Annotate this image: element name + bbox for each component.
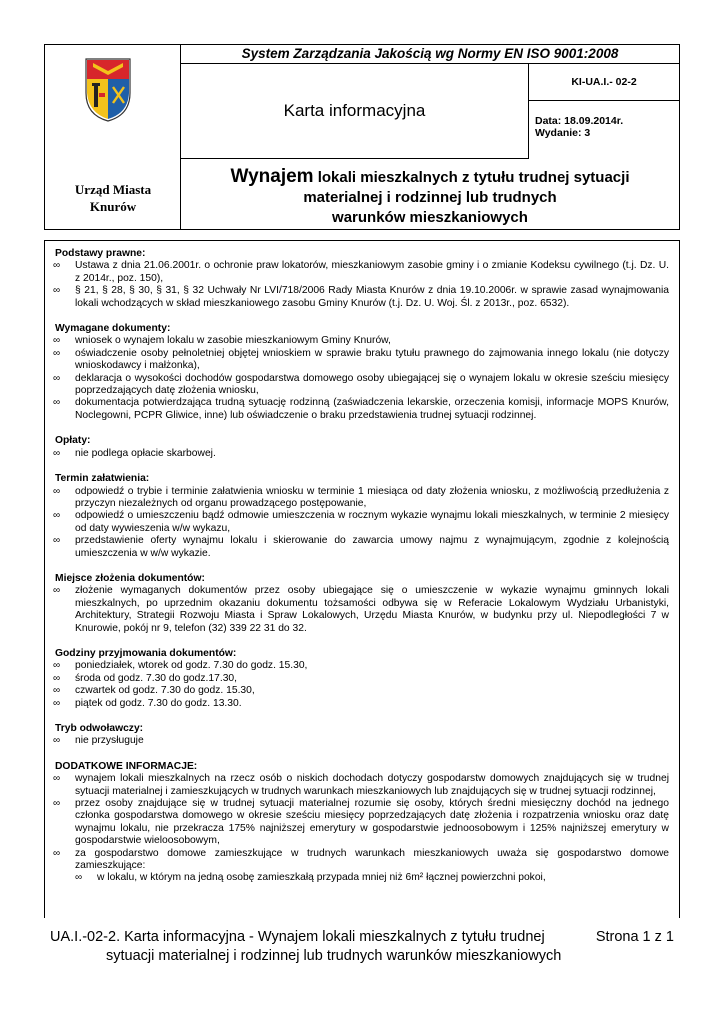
title-line1-rest: lokali mieszkalnych z tytułu trudnej sytuacji bbox=[313, 169, 630, 186]
list-item bbox=[55, 585, 669, 635]
list-item-text: Ustawa z dnia 21.06.2001r. o ochronie praw lokatorów, mieszkaniowym zasobie gminy i o zmianie Kodeksu cywilnego (t.j. Dz. U. z 2014r., poz. 150), bbox=[75, 260, 669, 284]
list-item-text: oświadczenie osoby pełnoletniej objętej wnioskiem w sprawie braku tytułu prawnego do zajmowania innego lokalu (nie dotyczy wnioskodawcy i małżonka), bbox=[75, 347, 669, 372]
bullet-icon: ∞ bbox=[53, 485, 61, 497]
section-heading: DODATKOWE INFORMACJE: bbox=[55, 760, 198, 772]
list-item-text: odpowiedź o trybie i terminie załatwienia wniosku w terminie 1 miesiąca od daty złożenia wniosku, z możliwością przedłużenia z przyczyn niezależnych od organu prowadzącego postępowanie, bbox=[75, 485, 669, 509]
list-item bbox=[55, 486, 669, 511]
bullet-icon: ∞ bbox=[53, 397, 61, 409]
section-heading: Tryb odwoławczy: bbox=[55, 723, 144, 734]
bullet-icon: ∞ bbox=[53, 335, 61, 347]
sub-list-item bbox=[55, 872, 669, 884]
footer-line1: UA.I.-02-2. Karta informacyjna - Wynajem lokali mieszkalnych z tytułu trudnej bbox=[50, 929, 545, 945]
bullet-icon: ∞ bbox=[53, 535, 61, 547]
list-item bbox=[55, 535, 669, 560]
list-item-text: wynajem lokali mieszkalnych na rzecz osób o niskich dochodach dotyczy gospodarstw domowych znajdujących się w trudnej sytuacji materialnej i zamieszkujących w trudnych warunkach mieszkaniowych lub znajdujących się w trudnej sytuacji rodzinnej, bbox=[75, 773, 669, 797]
list-item bbox=[55, 673, 669, 685]
list-item-text: piątek od godz. 7.30 do godz. 13.30. bbox=[75, 697, 242, 709]
list-item bbox=[55, 685, 669, 697]
document-title bbox=[181, 159, 679, 229]
bullet-icon: ∞ bbox=[53, 510, 61, 522]
section-appeal bbox=[55, 723, 669, 748]
section-office-hours bbox=[55, 648, 669, 710]
bullet-icon: ∞ bbox=[53, 798, 61, 810]
card-type-label: Karta informacyjna bbox=[283, 101, 426, 120]
bullet-icon: ∞ bbox=[53, 660, 61, 672]
list-item-text: przez osoby znajdujące się w trudnej sytuacji materialnej rozumie się osoby, których średni miesięczny dochód na jednego członka gospodarstwa domowego w okresie sześciu miesięcy poprzedzających datę złożenia i rozpatrzenia wniosku oraz datę wynajmu lokalu, nie przekracza 175% najniższej emerytury w gospodarstwie jednoosobowym i 125% najniższej emerytury w gospodarstwie wieloosobowym, bbox=[75, 798, 669, 847]
section-heading: Opłaty: bbox=[55, 435, 91, 447]
document-body bbox=[44, 240, 680, 918]
document-edition: Wydanie: 3 bbox=[535, 127, 591, 139]
bullet-icon: ∞ bbox=[53, 347, 61, 359]
bullet-icon: ∞ bbox=[53, 372, 61, 384]
section-additional-info bbox=[55, 761, 669, 885]
section-required-documents bbox=[55, 323, 669, 422]
bullet-icon: ∞ bbox=[53, 260, 61, 272]
list-item-text: poniedziałek, wtorek od godz. 7.30 do godz. 15.30, bbox=[75, 660, 308, 672]
bullet-list bbox=[55, 660, 669, 710]
document-code: KI-UA.I.- 02-2 bbox=[529, 64, 679, 101]
section-legal-basis bbox=[55, 248, 669, 310]
bullet-icon: ∞ bbox=[53, 285, 61, 297]
section-heading: Miejsce złożenia dokumentów: bbox=[55, 572, 205, 584]
bullet-icon: ∞ bbox=[53, 447, 61, 459]
title-line1 bbox=[181, 167, 679, 188]
list-item-text: deklaracja o wysokości dochodów gospodarstwa domowego osoby ubiegającej się o wynajem lokalu w okresie sześciu miesięcy poprzedzających datę złożenia wniosku, bbox=[75, 372, 669, 397]
title-line3: warunków mieszkaniowych bbox=[332, 209, 528, 226]
quality-system-label: System Zarządzania Jakością wg Normy EN ISO 9001:2008 bbox=[181, 45, 679, 64]
section-processing-time bbox=[55, 473, 669, 560]
list-item bbox=[55, 735, 669, 747]
bullet-icon: ∞ bbox=[53, 697, 61, 709]
list-item-text: wniosek o wynajem lokalu w zasobie mieszkaniowym Gminy Knurów, bbox=[75, 335, 391, 347]
bullet-icon: ∞ bbox=[53, 585, 61, 597]
list-item-text: środa od godz. 7.30 do godz.17.30, bbox=[75, 672, 238, 684]
list-item bbox=[55, 373, 669, 398]
list-item bbox=[55, 448, 669, 460]
document-date-block bbox=[535, 115, 623, 139]
list-item-text: czwartek od godz. 7.30 do godz. 15.30, bbox=[75, 685, 255, 697]
list-item-text: nie przysługuje bbox=[75, 735, 144, 747]
list-item-text: za gospodarstwo domowe zamieszkujące w trudnych warunkach mieszkaniowych uważa się gospodarstwo domowe zamieszkujące: bbox=[75, 847, 669, 872]
org-name bbox=[45, 181, 181, 215]
org-cell bbox=[45, 45, 181, 229]
list-item-text: odpowiedź o umieszczeniu bądź odmowie umieszczenia w rocznym wykazie wynajmu lokali mieszkalnych, w terminie 2 miesięcy od daty wywieszenia w/w wykazu, bbox=[75, 510, 669, 534]
org-line1: Urząd Miasta bbox=[74, 182, 152, 197]
title-line2: materialnej i rodzinnej lub trudnych bbox=[303, 189, 557, 206]
list-item bbox=[55, 698, 669, 710]
section-heading: Godziny przyjmowania dokumentów: bbox=[55, 647, 237, 659]
list-item bbox=[55, 348, 669, 373]
bullet-list bbox=[55, 448, 669, 460]
list-item bbox=[55, 397, 669, 422]
section-submission-place bbox=[55, 573, 669, 635]
section-heading: Podstawy prawne: bbox=[55, 248, 146, 259]
org-line2: Knurów bbox=[89, 199, 137, 214]
list-item-text: nie podlega opłacie skarbowej. bbox=[75, 447, 216, 459]
document-date: Data: 18.09.2014r. bbox=[535, 115, 624, 127]
section-heading: Wymagane dokumenty: bbox=[55, 323, 171, 335]
section-heading: Termin załatwienia: bbox=[55, 473, 150, 485]
bullet-list bbox=[55, 335, 669, 422]
bullet-list bbox=[55, 585, 669, 635]
footer-line2: sytuacji materialnej i rodzinnej lub trudnych warunków mieszkaniowych bbox=[106, 948, 562, 964]
bullet-list bbox=[55, 735, 669, 747]
bullet-icon: ∞ bbox=[53, 847, 61, 859]
title-keyword: Wynajem bbox=[230, 166, 314, 187]
list-item bbox=[55, 335, 669, 347]
bullet-icon: ∞ bbox=[53, 672, 61, 684]
section-fees bbox=[55, 435, 669, 460]
bullet-icon: ∞ bbox=[53, 735, 61, 747]
bullet-icon: ∞ bbox=[53, 773, 61, 785]
bullet-icon: ∞ bbox=[75, 872, 83, 884]
bullet-list bbox=[55, 773, 669, 885]
bullet-icon: ∞ bbox=[53, 685, 61, 697]
city-crest-icon bbox=[83, 53, 133, 123]
list-item-text: § 21, § 28, § 30, § 31, § 32 Uchwały Nr LVI/718/2006 Rady Miasta Knurów z dnia 19.10.2006r. w sprawie zasad wynajmowania lokali wchodzących w skład mieszkaniowego zasobu Gminy Knurów (t.j. Dz. U. Woj. Śl. z 2013r., poz. 6532). bbox=[75, 285, 669, 309]
bullet-list bbox=[55, 260, 669, 310]
list-item bbox=[55, 660, 669, 672]
list-item-text: przedstawienie oferty wynajmu lokalu i skierowanie do zawarcia umowy najmu z wynajmującym, zgodnie z kolejnością umieszczenia w w/w wykazie. bbox=[75, 535, 669, 559]
list-item bbox=[55, 848, 669, 873]
list-item bbox=[55, 260, 669, 285]
list-item bbox=[55, 773, 669, 798]
card-type bbox=[181, 64, 529, 159]
document-header bbox=[44, 44, 680, 230]
list-item bbox=[55, 285, 669, 310]
page-number: Strona 1 z 1 bbox=[595, 929, 674, 945]
bullet-list bbox=[55, 486, 669, 560]
list-item-text: złożenie wymaganych dokumentów przez osoby ubiegające się o umieszczenie w wykazie wynajmu gminnych lokali mieszkalnych, po uprzednim okazaniu dokumentu tożsamości odbywa się w Referacie Lokalowym Wydziału Urbanistyki, Architektury, Strategii Rozwoju Miasta i Spraw Lokalowych, Urzędu Miasta Knurów, w budynku przy ul. Niepodległości 7 w Knurowie, pokój nr 9, telefon (32) 339 22 31 do 32. bbox=[75, 585, 669, 634]
list-item-text: w lokalu, w którym na jedną osobę zamieszkałą przypada mniej niż 6m² łącznej powierzchni pokoi, bbox=[97, 872, 546, 884]
list-item bbox=[55, 510, 669, 535]
list-item bbox=[55, 798, 669, 848]
list-item-text: dokumentacja potwierdzająca trudną sytuację rodzinną (zaświadczenia lekarskie, orzeczenia komisji, informacje MOPS Knurów, Noclegowni, PCPR Gliwice, inne) lub oświadczenie o braku przedstawienia trudnej sytuacji rodzinnej. bbox=[75, 397, 669, 421]
